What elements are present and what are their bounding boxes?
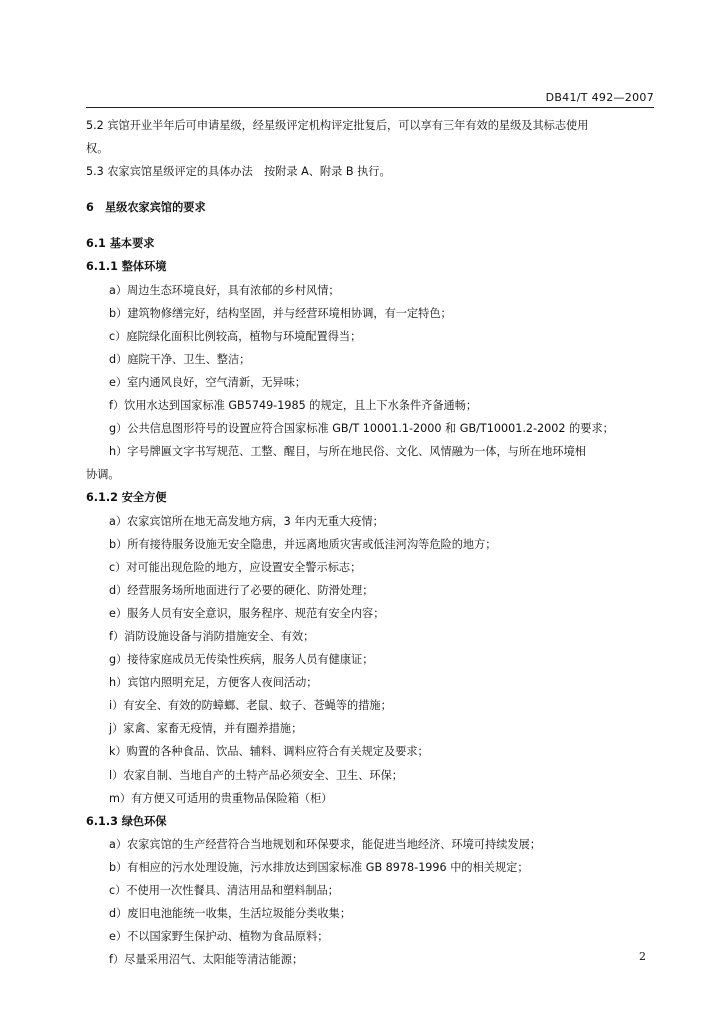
section-6-1-heading: 6.1 基本要求	[86, 237, 155, 251]
document-code: DB41/T 492—2007	[545, 91, 654, 104]
list-item: g）公共信息图形符号的设置应符合国家标准 GB/T 10001.1-2000 和 GB/T10001.2-2002 的要求；	[109, 422, 614, 436]
list-item: e）不以国家野生保护动、植物为食品原料；	[109, 930, 329, 944]
list-item: m）有方便又可适用的贵重物品保险箱（柜）	[109, 791, 333, 805]
list-item: f）消防设施设备与消防措施安全、有效；	[109, 629, 315, 643]
list-item: k）购置的各种食品、饮品、辅料、调料应符合有关规定及要求；	[109, 745, 429, 759]
list-item: d）废旧电池能统一收集，生活垃圾能分类收集；	[109, 907, 352, 921]
section-6-1-1-heading: 6.1.1 整体环境	[86, 260, 167, 274]
list-item: a）农家宾馆的生产经营符合当地规划和环保要求，能促进当地经济、环境可持续发展；	[109, 837, 541, 851]
header-rule	[86, 107, 654, 108]
list-item: f）尽量采用沼气、太阳能等清洁能源；	[109, 953, 304, 967]
list-item: a）周边生态环境良好，具有浓郁的乡村风情；	[109, 283, 340, 297]
section-6-1-3-heading: 6.1.3 绿色环保	[86, 814, 167, 828]
list-item: b）建筑物修缮完好，结构坚固，并与经营环境相协调，有一定特色；	[109, 306, 452, 320]
list-item: d）庭院干净、卫生、整洁；	[109, 352, 251, 366]
section-6-1-2-heading: 6.1.2 安全方便	[86, 491, 167, 505]
list-item: h）宾馆内照明充足，方便客人夜间活动；	[109, 676, 318, 690]
list-item: h）字号牌匾文字书写规范、工整、醒目，与所在地民俗、文化、风情融为一体，与所在地环境相	[109, 445, 586, 459]
section-6-heading: 6 星级农家宾馆的要求	[86, 201, 206, 215]
list-item: i）有安全、有效的防蟑螂、老鼠、蚊子、苍蝇等的措施；	[109, 699, 392, 713]
clause-5-3: 5.3 农家宾馆星级评定的具体办法 按附录 A、附录 B 执行。	[86, 165, 391, 179]
list-item-continuation: 协调。	[86, 468, 120, 482]
page-number: 2	[639, 950, 646, 963]
document-body	[86, 114, 660, 971]
list-item: e）室内通风良好，空气清新，无异味；	[109, 375, 307, 389]
clause-5-2-line-2: 权。	[86, 142, 109, 156]
list-item: b）所有接待服务设施无安全隐患，并远离地质灾害或低洼河沟等危险的地方；	[109, 537, 497, 551]
clause-5-2-line-1: 5.2 宾馆开业半年后可申请星级，经星级评定机构评定批复后，可以享有三年有效的星级及其标志使用	[86, 119, 589, 132]
list-item: c）对可能出现危险的地方，应设置安全警示标志；	[109, 560, 362, 574]
list-item: j）家禽、家畜无疫情，并有圈养措施；	[109, 722, 303, 736]
list-item: e）服务人员有安全意识，服务程序、规范有安全内容；	[109, 606, 385, 620]
list-item: g）接待家庭成员无传染性疾病，服务人员有健康证；	[109, 653, 374, 667]
list-item: l）农家自制、当地自产的土特产品必须安全、卫生、环保；	[109, 768, 403, 782]
list-item: b）有相应的污水处理设施，污水排放达到国家标准 GB 8978-1996 中的相关规定；	[109, 860, 529, 874]
list-item: c）不使用一次性餐具、清洁用品和塑料制品；	[109, 884, 339, 897]
list-item: f）饮用水达到国家标准 GB5749-1985 的规定，且上下水条件齐备通畅；	[109, 399, 478, 413]
list-item: d）经营服务场所地面进行了必要的硬化、防滑处理；	[109, 583, 374, 597]
list-item: c）庭院绿化面积比例较高，植物与环境配置得当；	[109, 329, 362, 343]
list-item: a）农家宾馆所在地无高发地方病，3 年内无重大疫情；	[109, 514, 384, 528]
